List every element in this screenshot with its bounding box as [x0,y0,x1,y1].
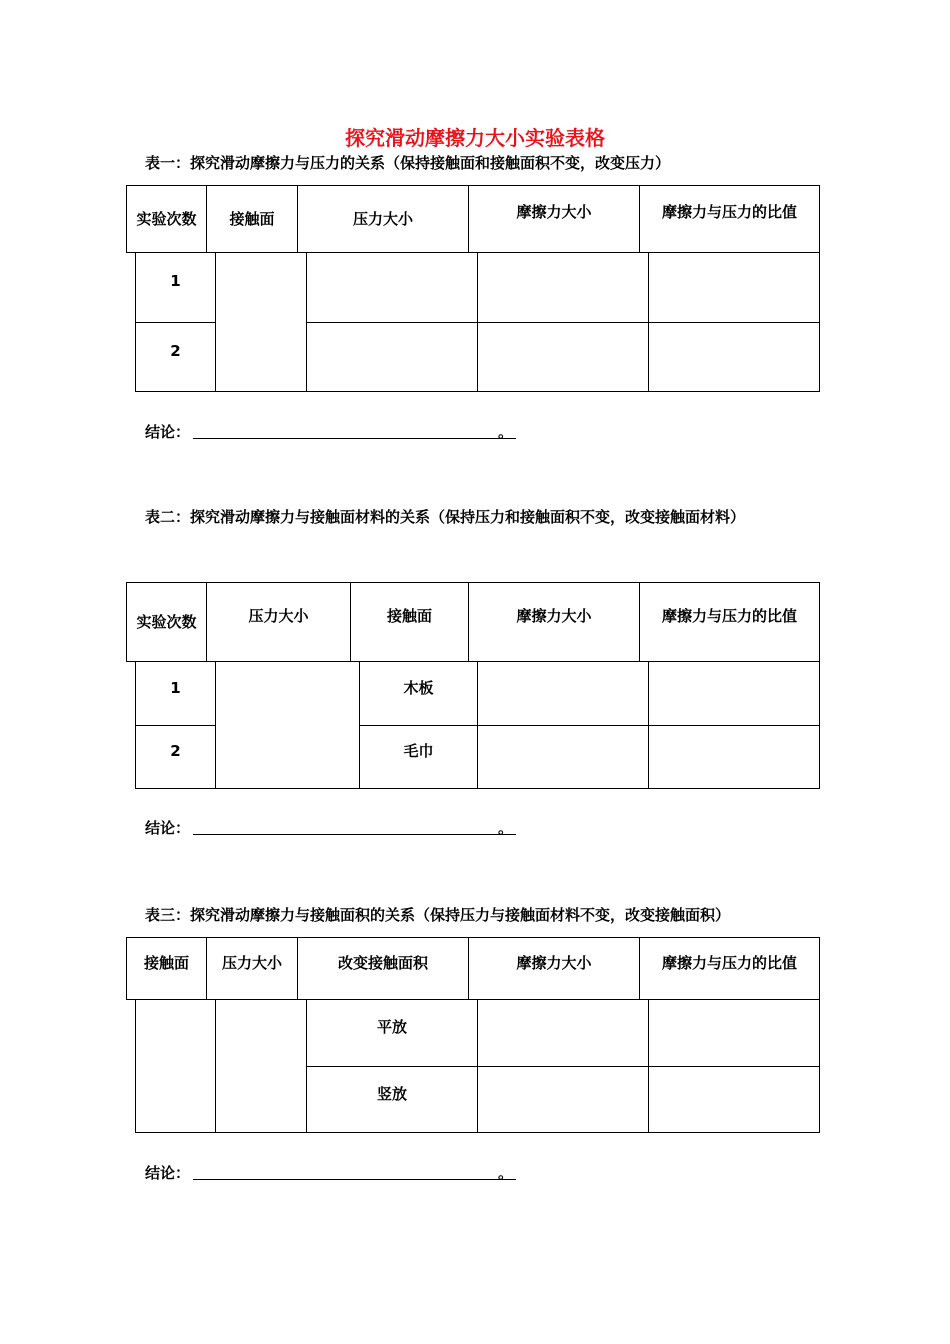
table1-conclusion-period: 。 [498,423,514,441]
table2-row-2-surface: 毛巾 [403,742,434,760]
table2-conclusion-blank[interactable] [193,834,516,835]
table3-header-surface: 接触面 [143,954,189,972]
table2-caption: 表二：探究滑动摩擦力与接触面材料的关系（保持压力和接触面积不变，改变接触面材料） [145,508,746,526]
table3-conclusion-period: 。 [498,1164,514,1182]
table3-header-friction: 摩擦力大小 [516,954,592,972]
table1-header-friction: 摩擦力大小 [516,203,592,221]
page-title: 探究滑动摩擦力大小实验表格 [345,126,605,150]
table2-row-1-number: 1 [170,679,181,697]
table2-header-friction: 摩擦力大小 [516,607,592,625]
table1-conclusion-label: 结论： [145,423,191,441]
table1-row-1-number: 1 [170,272,181,290]
table1-conclusion-blank[interactable] [193,438,516,439]
table2-header-surface: 接触面 [386,607,432,625]
table3-header-area: 改变接触面积 [337,954,428,972]
table1-caption: 表一：探究滑动摩擦力与压力的关系（保持接触面和接触面积不变，改变压力） [145,154,671,172]
table2-row-1-surface: 木板 [403,679,434,697]
table1-row-2-number: 2 [170,342,181,360]
table3-row-1-placement: 平放 [376,1018,407,1036]
table3-header-pressure: 压力大小 [221,954,282,972]
table1-header-ratio: 摩擦力与压力的比值 [661,203,797,221]
table3-header-ratio: 摩擦力与压力的比值 [661,954,797,972]
table3-conclusion-blank[interactable] [193,1179,516,1180]
table2-row-2-number: 2 [170,742,181,760]
table3-caption: 表三：探究滑动摩擦力与接触面积的关系（保持压力与接触面材料不变，改变接触面积） [145,906,731,924]
table2-header-trial: 实验次数 [136,613,197,631]
table2-header-ratio: 摩擦力与压力的比值 [661,607,797,625]
table1-header-surface: 接触面 [229,210,275,228]
table3-row-2-placement: 竖放 [376,1085,407,1103]
table2-header-pressure: 压力大小 [248,607,309,625]
table1-header-pressure: 压力大小 [352,210,413,228]
table2-conclusion-period: 。 [498,819,514,837]
table1-header-trial: 实验次数 [136,210,197,228]
table3-conclusion-label: 结论： [145,1164,191,1182]
table2-conclusion-label: 结论： [145,819,191,837]
